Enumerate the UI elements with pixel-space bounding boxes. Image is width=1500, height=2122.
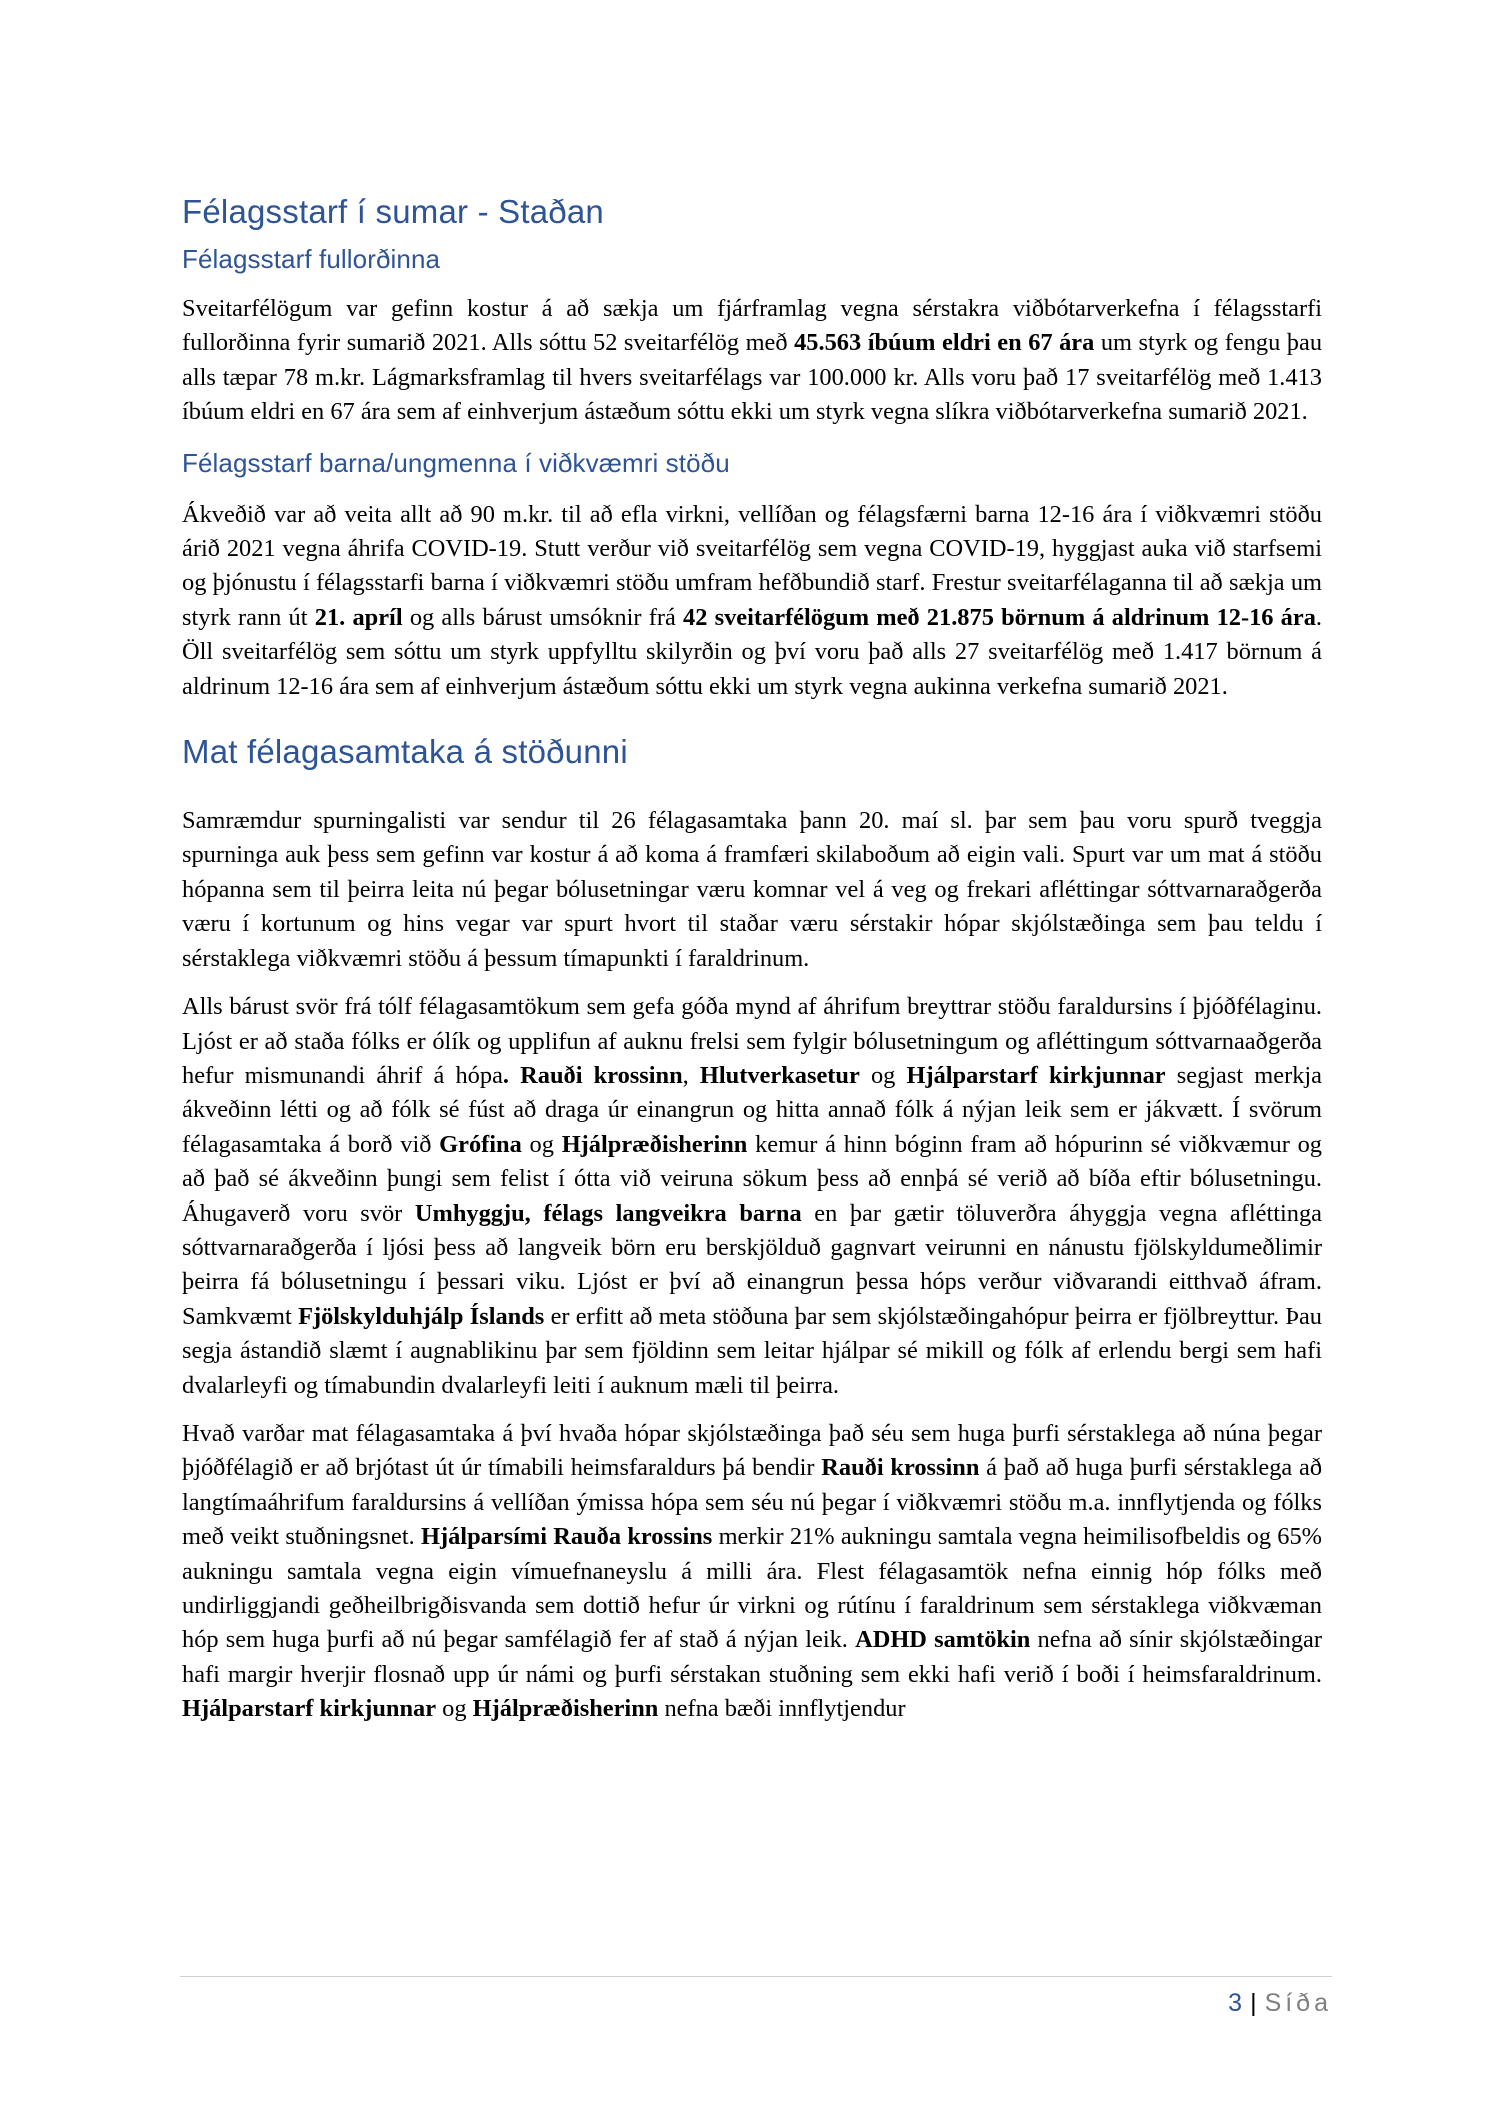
bold-run: Rauði krossinn (821, 1454, 980, 1482)
text-run: um styrk og fengu þau alls tæpar 78 m.kr. Lágmarksframlag til hvers sveitarfélags var 100.000 kr. Alls voru það 17 sveitarfélög með 1.413 íbúum eldri en 67 ára sem af einhverjum ástæðum sóttu ekki um styrk vegna slíkra viðbótarverkefna sumarið 2021. (182, 329, 1323, 426)
text-run: . Öll sveitarfélög sem sóttu um styrk uppfylltu skilyrðin og því voru það alls 27 sveitarfélög með 1.417 börnum á aldrinum 12-16 ára sem af einhverjum ástæðum sóttu ekki um styrk vegna aukinna verkefna sumarið 2021. (182, 603, 1323, 700)
text-run: , (682, 1061, 700, 1089)
bold-run: 21. apríl (314, 603, 403, 631)
footer-separator: | (1250, 1989, 1257, 2017)
paragraph-barna (182, 498, 1322, 704)
bold-run: 45.563 íbúum eldri en 67 ára (794, 329, 1095, 357)
page-number: 3 (1228, 1989, 1243, 2017)
text-run: Sveitarfélögum var gefinn kostur á að sækja um fjárframlag vegna sérstakra viðbótarverkefna í félagsstarfi fullorðinna fyrir sumarið 2021. Alls sóttu 52 sveitarfélög með (182, 295, 1322, 357)
bold-run: Grófina (439, 1130, 522, 1158)
text-run: og (521, 1130, 562, 1158)
text-run: Hvað varðar mat félagasamtaka á því hvaða hópar skjólstæðinga það séu sem huga þurfi sérstaklega að núna þegar þjóðfélagið er að brjótast út úr tímabili heimsfaraldurs þá bendir (182, 1419, 1322, 1482)
bold-run: . Rauði krossinn (502, 1061, 683, 1089)
section-heading-felagsstarf: Félagsstarf í sumar - Staðan (182, 193, 604, 230)
document-page (182, 188, 1322, 1727)
text-run: segjast merkja ákveðinn létti og að fólk sé fúst að draga úr einangrun og hitta annað fólk á nýjan leik sem er jákvætt. Í svörum félagasamtaka á borð við (182, 1061, 1322, 1158)
text-run: er erfitt að meta stöðuna þar sem skjólstæðingahópur þeirra er fjölbreyttur. Þau segja ástandið slæmt í augnablikinu þar sem fjöldinn sem leitar hjálpar sé mikill og fólk af erlendu bergi sem hafi dvalarleyfi og tímabundin dvalarleyfi leiti í auknum mæli til þeirra. (182, 1302, 1322, 1399)
page-footer (180, 1976, 1332, 2018)
bold-run: 42 sveitarfélögum með 21.875 börnum á aldrinum 12-16 ára (683, 603, 1316, 631)
paragraph-svor (182, 990, 1322, 1403)
bold-run: Fjölskylduhjálp Íslands (298, 1302, 545, 1330)
subheading-felagsstarf-fullordinna: Félagsstarf fullorðinna (182, 244, 441, 274)
bold-run: Hjálparstarf kirkjunnar (906, 1061, 1166, 1089)
text-run: nefna að sínir skjólstæðingar hafi margir hverjir flosnað upp úr námi og þurfi sérstakan stuðning sem ekki hafi verið í boði í heimsfaraldrinum. (182, 1626, 1322, 1688)
bold-run: Umhyggju, félags langveikra barna (414, 1199, 802, 1227)
paragraph-fullordinna (182, 292, 1322, 430)
bold-run: Hjálpræðisherinn (472, 1695, 659, 1723)
subheading-felagsstarf-barna: Félagsstarf barna/ungmenna í viðkvæmri stöðu (182, 447, 730, 478)
section-heading-mat-felagasamtaka: Mat félagasamtaka á stöðunni (182, 733, 628, 771)
text-run: Ákveðið var að veita allt að 90 m.kr. til að efla virkni, vellíðan og félagsfærni barna 12-16 ára í viðkvæmri stöðu árið 2021 vegna áhrifa COVID-19. Stutt verður við sveitarfélög sem vegna COVID-19, hyggjast auka við starfsemi og þjónustu í félagsstarfi barna í viðkvæmri stöðu umfram hefðbundið starf. Frestur sveitarfélaganna til að sækja um styrk rann út (182, 500, 1322, 631)
bold-run: Hjálparstarf kirkjunnar (182, 1695, 437, 1723)
text-run: og (436, 1695, 473, 1723)
bold-run: ADHD samtökin (855, 1626, 1031, 1654)
text-run: og alls bárust umsóknir frá (402, 603, 683, 631)
bold-run: Hlutverkasetur (699, 1061, 860, 1089)
paragraph-hvad-vardar (182, 1417, 1322, 1727)
text-run: merkir 21% aukningu samtala vegna heimilisofbeldis og 65% aukningu samtala vegna eigin vímuefnaneyslu á milli ára. Flest félagasamtök nefna einnig hóp fólks með undirliggjandi geðheilbrigðisvanda sem dottið hefur úr virkni og rútínu í faraldrinum sem sérstaklega viðkvæman hóp sem huga þurfi að nú þegar samfélagið fer af stað á nýjan leik. (182, 1523, 1322, 1654)
text-run: á það að huga þurfi sérstaklega að langtímaáhrifum faraldursins á vellíðan ýmissa hópa sem séu nú þegar í viðkvæmri stöðu m.a. innflytjenda og fólks með veikt stuðningsnet. (182, 1454, 1323, 1551)
paragraph-samraemdur: Samræmdur spurningalisti var sendur til 26 félagasamtaka þann 20. maí sl. þar sem þau voru spurð tveggja spurninga auk þess sem gefinn var kostur á að koma á framfæri skilaboðum að eigin vali. Spurt var um mat á stöðu hópanna sem til þeirra leita nú þegar bólusetningar væru komnar vel á veg og frekari afléttingar sóttvarnaraðgerða væru í kortunum og hins vegar var spurt hvort til staðar væru sérstakir hópar skjólstæðinga sem þau teldu í sérstaklega viðkvæmri stöðu á þessum tímapunkti í faraldrinum. (182, 807, 1322, 972)
text-run: en þar gætir töluverðra áhyggja vegna afléttinga sóttvarnaraðgerða í ljósi þess að langveik börn eru berskjölduð gagnvart veirunni en nánustu fjölskyldumeðlimir þeirra fá bólusetningu í þessari viku. Ljóst er því að einangrun þessa hóps verður viðvarandi eitthvað áfram. Samkvæmt (182, 1199, 1322, 1330)
text-run: og (859, 1061, 907, 1089)
bold-run: Hjálparsími Rauða krossins (421, 1523, 713, 1551)
page-label: Síða (1264, 1989, 1332, 2017)
bold-run: Hjálpræðisherinn (561, 1130, 748, 1158)
text-run: kemur á hinn bóginn fram að hópurinn sé viðkvæmur og að það sé ákveðinn þungi sem felist í ótta við veiruna sökum þess að ennþá sé verið að bíða eftir bólusetningu. Áhugaverð voru svör (182, 1130, 1322, 1227)
text-run: nefna bæði innflytjendur (658, 1695, 906, 1723)
text-run: Alls bárust svör frá tólf félagasamtökum sem gefa góða mynd af áhrifum breyttrar stöðu faraldursins í þjóðfélaginu. Ljóst er að staða fólks er ólík og upplifun af auknu frelsi sem fylgir bólusetningum og afléttingum sóttvarnaaðgerða hefur mismunandi áhrif á hópa (182, 993, 1322, 1089)
